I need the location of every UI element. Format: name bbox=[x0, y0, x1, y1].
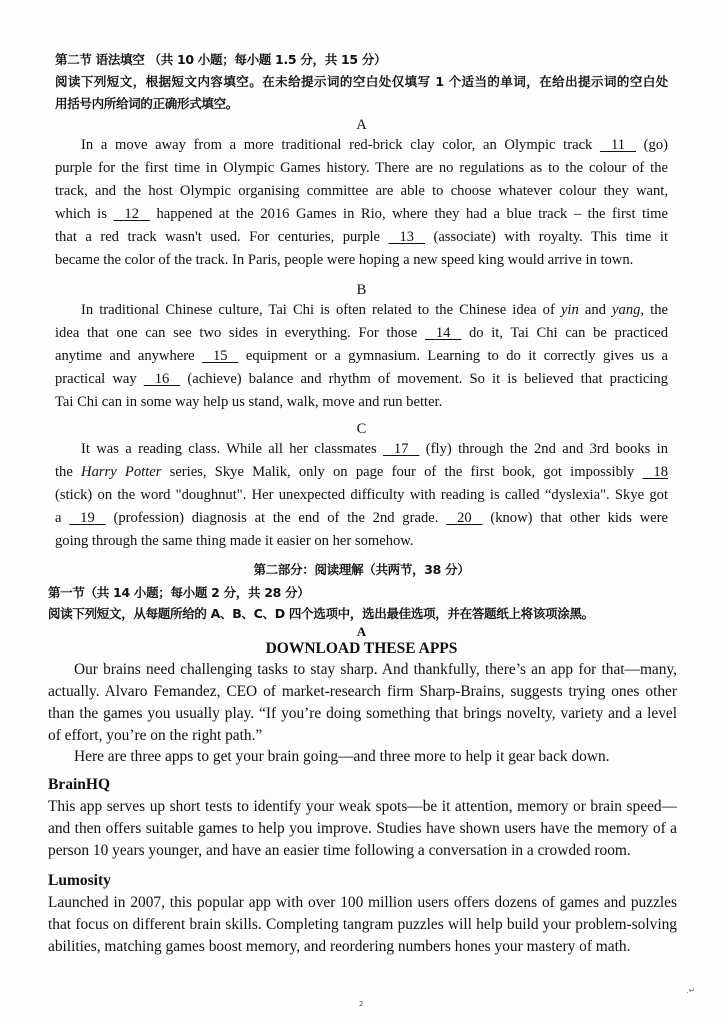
passage-label-a: A bbox=[356, 117, 367, 133]
part-section-heading: 第一节（共 14 小题；每小题 2 分，共 28 分） bbox=[48, 585, 310, 600]
section-instructions-line: 用括号内所给词的正确形式填空。 bbox=[55, 96, 239, 111]
app-description-line: Launched in 2007, this popular app with over 100 million users offers dozens of games and puzzles bbox=[48, 894, 677, 911]
passage-b-line: anytime and anywhere 15 equipment or a gymnasium. Learning to do it correctly gives us a bbox=[55, 348, 668, 364]
passage-b-line: practical way 16 (achieve) balance and rhythm of movement. So it is believed that practicing bbox=[55, 371, 669, 387]
reading-label-a: A bbox=[356, 624, 367, 639]
blank-12[interactable]: 12 bbox=[124, 206, 139, 222]
reading-paragraph-line: Here are three apps to get your brain going—and three more to help it gear back down. bbox=[74, 748, 610, 765]
reading-paragraph-line: of effort, you’re on the right path.” bbox=[48, 727, 263, 744]
passage-c-line: (stick) on the word "doughnut". Her unexpected difficulty with reading is called “dyslexia". Skye got bbox=[55, 487, 668, 503]
blank-16[interactable]: 16 bbox=[154, 371, 170, 387]
passage-b-line: idea that one can see two sides in everything. For those 14 do it, Tai Chi can be practiced bbox=[55, 325, 668, 341]
reading-paragraph-line: actually. Alvaro Femandez, CEO of market-research firm Sharp-Brains, suggests trying ones other bbox=[48, 683, 677, 700]
blank-13[interactable]: 13 bbox=[399, 229, 415, 245]
passage-c-line: going through the same thing made it easier on her somehow. bbox=[55, 533, 414, 549]
blank-14[interactable]: 14 bbox=[435, 325, 451, 341]
app-name-brainhq: BrainHQ bbox=[48, 776, 111, 793]
passage-a-line: which is 12 happened at the 2016 Games in Rio, where they had a blue track – the first time bbox=[55, 206, 668, 222]
passage-a-line: purple for the first time in Olympic Games history. There are no regulations as to the colour of the bbox=[55, 160, 668, 176]
page-number: 2 bbox=[359, 1000, 364, 1008]
passage-a-line: track, and the host Olympic organising committee are able to choose whatever colour they want, bbox=[55, 183, 668, 199]
passage-a-line: became the color of the track. In Paris, people were hoping a new speed king would arrive in town. bbox=[55, 252, 634, 268]
app-description-line: that focus on different brain skills. Completing tangram puzzles will help build your problem-solving bbox=[48, 916, 677, 933]
reading-title: DOWNLOAD THESE APPS bbox=[265, 640, 458, 657]
app-description-line: This app serves up short tests to identify your weak spots—be it attention, memory or brain speed— bbox=[48, 798, 677, 815]
passage-label-c: C bbox=[356, 421, 367, 437]
blank-19[interactable]: 19 bbox=[80, 510, 95, 526]
app-description-line: abilities, matching games boost memory, and reordering numbers hones your mastery of math. bbox=[48, 938, 631, 955]
passage-b-line: In traditional Chinese culture, Tai Chi is often related to the Chinese idea of yin and yang, the bbox=[81, 302, 668, 318]
app-description-line: and then offers suitable games to help you improve. Studies have shown users have the memory of a bbox=[48, 820, 677, 837]
return-mark-icon: .↵ bbox=[686, 986, 696, 995]
passage-b-line: Tai Chi can in some way help us stand, walk, move and run better. bbox=[55, 394, 443, 410]
passage-c-line: It was a reading class. While all her classmates 17 (fly) through the 2nd and 3rd books in bbox=[81, 441, 668, 457]
passage-a-line: In a move away from a more traditional red-brick clay color, an Olympic track 11 (go) bbox=[81, 137, 668, 153]
blank-17[interactable]: 17 bbox=[393, 441, 409, 457]
passage-label-b: B bbox=[356, 282, 367, 298]
part-heading: 第二部分：阅读理解（共两节，38 分） bbox=[253, 562, 470, 577]
blank-20[interactable]: 20 bbox=[457, 510, 472, 526]
part-instructions: 阅读下列短文，从每题所给的 A、B、C、D 四个选项中，选出最佳选项，并在答题纸上将该项涂黑。 bbox=[48, 606, 594, 621]
app-name-lumosity: Lumosity bbox=[48, 872, 111, 889]
blank-18[interactable]: 18 bbox=[653, 464, 668, 480]
section-heading: 第二节 语法填空 （共 10 小题；每小题 1.5 分，共 15 分） bbox=[55, 52, 387, 67]
reading-paragraph-line: Our brains need challenging tasks to stay sharp. And thankfully, there’s an app for that—many, bbox=[74, 661, 677, 678]
blank-11[interactable]: 11 bbox=[610, 137, 626, 153]
section-instructions-line: 阅读下列短文，根据短文内容填空。在未给提示词的空白处仅填写 1 个适当的单词，在给出提示词的空白处 bbox=[55, 74, 668, 89]
reading-paragraph-line: than the games you usually play. “If you’re doing something that brings novelty, variety and a level bbox=[48, 705, 677, 722]
passage-a-line: that a red track wasn't used. For centuries, purple 13 (associate) with royalty. This time it bbox=[55, 229, 668, 245]
app-description-line: person 10 years younger, and have an easier time following a conversation in a crowded room. bbox=[48, 842, 631, 859]
blank-15[interactable]: 15 bbox=[212, 348, 228, 364]
passage-c-line: the Harry Potter series, Skye Malik, only on page four of the first book, got impossibly 18 bbox=[55, 464, 668, 480]
passage-c-line: a 19 (profession) diagnosis at the end of the 2nd grade. 20 (know) that other kids were bbox=[55, 510, 668, 526]
